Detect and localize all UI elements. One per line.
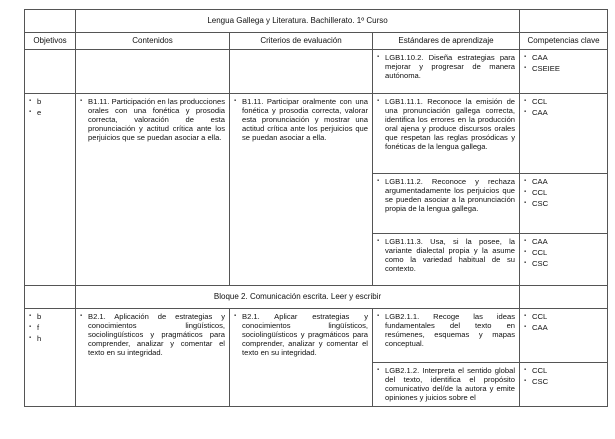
objective-item: ▪ h xyxy=(29,334,71,343)
criterio-text: ▪ B1.11. Participar oralmente con una fonética y prosodia correcta, valorar esta pronunciación y mostrar una actitud crítica ante los perjuicios que se puedan asociar a ella. xyxy=(234,97,368,142)
table-row xyxy=(25,309,608,363)
competence-item: ▪ CCL xyxy=(524,312,603,321)
competence-item: ▪ CAA xyxy=(524,177,603,186)
standard-cell xyxy=(373,174,520,234)
objetivos-cell xyxy=(25,309,76,407)
objective-item: ▪ b xyxy=(29,97,71,106)
block-row xyxy=(25,286,608,309)
competence-item: ▪ CSEIEE xyxy=(524,64,603,73)
standard-cell xyxy=(373,50,520,94)
competence-item: ▪ CCL xyxy=(524,248,603,257)
header-estandares: Estándares de aprendizaje xyxy=(373,33,520,50)
competence-item: ▪ CAA xyxy=(524,323,603,332)
contenido-cell xyxy=(76,94,230,286)
competencias-cell xyxy=(520,174,608,234)
competence-item: ▪ CAA xyxy=(524,108,603,117)
standard-text: ▪ LGB2.1.2. Interpreta el sentido global del texto, identifica el propósito comunicativo del/de la autora y emite opiniones y juicios sobre el xyxy=(377,366,515,402)
criterio-cell xyxy=(230,94,373,286)
competence-item: ▪ CAA xyxy=(524,53,603,62)
standard-text: ▪ LGB2.1.1. Recoge las ideas fundamentales del texto en resúmenes, esquemas y mapas conceptual. xyxy=(377,312,515,348)
header-contenidos: Contenidos xyxy=(76,33,230,50)
title-spacer-cell-right xyxy=(520,10,608,33)
objective-item: ▪ b xyxy=(29,312,71,321)
competence-item: ▪ CSC xyxy=(524,199,603,208)
contenido-cell xyxy=(76,309,230,407)
table-row xyxy=(25,94,608,174)
competence-item: ▪ CCL xyxy=(524,97,603,106)
objective-item: ▪ e xyxy=(29,108,71,117)
standard-cell xyxy=(373,94,520,174)
competence-item: ▪ CSC xyxy=(524,259,603,268)
criterio-cell xyxy=(230,309,373,407)
title-spacer-cell xyxy=(25,10,76,33)
standard-cell xyxy=(373,309,520,363)
contenido-text: ▪ B1.11. Participación en las producciones orales con una fonética y prosodia correcta, valoración de esta pronunciación y actitud crítica ante los perjuicios que se puedan asociar a ella. xyxy=(80,97,225,142)
header-competencias: Competencias clave xyxy=(520,33,608,50)
curriculum-table xyxy=(24,9,608,407)
table-row xyxy=(25,50,608,94)
competence-item: ▪ CCL xyxy=(524,366,603,375)
competence-item: ▪ CAA xyxy=(524,237,603,246)
standard-text: ▪ LGB1.10.2. Diseña estrategias para mejorar y progresar de manera autónoma. xyxy=(377,53,515,80)
header-criterios: Criterios de evaluación xyxy=(230,33,373,50)
standard-text: ▪ LGB1.11.1. Reconoce la emisión de una pronunciación gallega correcta, identifica los errores en la producción oral ajena y produce discursos orales que respetan las reglas prosódicas y fonéticas de la lengua gallega. xyxy=(377,97,515,152)
competencias-cell xyxy=(520,309,608,363)
competencias-cell xyxy=(520,234,608,286)
standard-cell xyxy=(373,234,520,286)
competencias-cell xyxy=(520,363,608,407)
header-row xyxy=(25,33,608,50)
competencias-cell xyxy=(520,50,608,94)
standard-cell xyxy=(373,363,520,407)
competencias-cell xyxy=(520,94,608,174)
competence-item: ▪ CCL xyxy=(524,188,603,197)
header-objetivos: Objetivos xyxy=(25,33,76,50)
standard-text: ▪ LGB1.11.2. Reconoce y rechaza argumentadamente los perjuicios que se pueden asociar a la pronunciación propia de la lengua gallega. xyxy=(377,177,515,213)
contenido-text: ▪ B2.1. Aplicación de estrategias y conocimientos lingüísticos, sociolingüísticos y pragmáticos para comprender, analizar y comentar el texto en su integridad. xyxy=(80,312,225,357)
competence-item: ▪ CSC xyxy=(524,377,603,386)
criterio-text: ▪ B2.1. Aplicar estrategias y conocimientos lingüísticos, sociolingüísticos y pragmáticos para comprender, analizar y comentar el texto en su integridad. xyxy=(234,312,368,357)
objective-item: ▪ f xyxy=(29,323,71,332)
title-row xyxy=(25,10,608,33)
block-title: Bloque 2. Comunicación escrita. Leer y escribir xyxy=(76,286,520,309)
standard-text: ▪ LGB1.11.3. Usa, si la posee, la variante dialectal propia y la asume como la variedad habitual de su contexto. xyxy=(377,237,515,273)
objetivos-cell xyxy=(25,94,76,286)
table-title: Lengua Gallega y Literatura. Bachillerato. 1º Curso xyxy=(76,10,520,33)
